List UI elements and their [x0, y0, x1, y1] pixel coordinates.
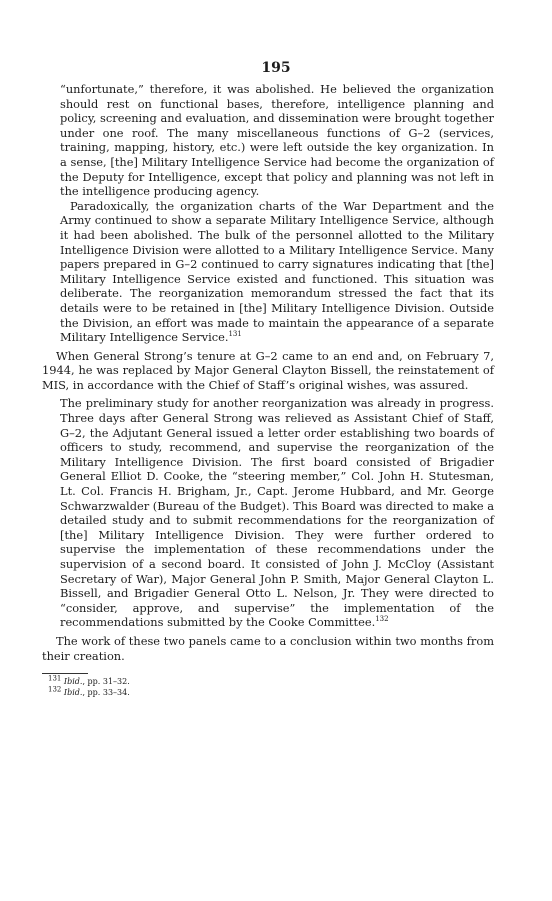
footnote-pages: , pp. 33–34.: [82, 687, 130, 697]
footnote-pages: , pp. 31–32.: [82, 677, 130, 687]
quote-text: Paradoxically, the organization charts of the War Department and the Army continued to show a separate Military Intelligence Service, although it had been abolished. The bulk of the personnel allotted to the Military Intelligence Division were allotted to a Military Intelligence Service. Many papers prepared in G–2 continued to carry signatures indicating that [the] Military Intelligence Service existed and functioned. This situation was deliberate. The reorganization memorandum stressed the fact that its details were to be retained in [the] Military Intelligence Division. Outside the Division, an effort was made to maintain the appearance of a separate Military Intelligence Service.: [60, 198, 494, 345]
quote-paragraph: [60, 396, 494, 630]
footnote-source: Ibid.: [63, 677, 83, 687]
footnote-ref: 131: [228, 330, 242, 339]
footnote-number: 131: [48, 674, 62, 683]
block-quote: [60, 396, 494, 630]
footnote-ref: 132: [375, 615, 389, 624]
quote-paragraph: [60, 82, 494, 199]
quote-text: “unfortunate,” therefore, it was abolished. He believed the organization should rest on functional bases, therefore, intelligence planning and policy, screening and evaluation, and dissemination were brought together under one roof. The many miscellaneous functions of G–2 (services, training, mapping, history, etc.) were left outside the key organization. In a sense, [the] Military Intelligence Service had become the organization of the Deputy for Intelligence, except that policy and planning was not left in the intelligence producing agency.: [60, 82, 494, 199]
body-paragraph: The work of these two panels came to a conclusion within two months from their creation.: [42, 633, 494, 663]
quote-text: The preliminary study for another reorganization was already in progress. Three days after General Strong was relieved as Assistant Chief of Staff, G–2, the Adjutant General issued a letter order establishing two boards of officers to study, recommend, and supervise the reorganization of the Military Intelligence Division. The first board consisted of Brigadier General Elliot D. Cooke, the “steering member,” Col. John H. Stutesman, Lt. Col. Francis H. Brigham, Jr., Capt. Jerome Hubbard, and Mr. George Schwarzwalder (Bureau of the Budget). This Board was directed to make a detailed study and to submit recommendations for the reorganization of [the] Military Intelligence Division. They were further ordered to supervise the implementation of these recommendations under the supervision of a second board. It consisted of John J. McCloy (Assistant Secretary of War), Major General John P. Smith, Major General Clayton L. Bissell, and Brigadier General Otto L. Nelson, Jr. They were directed to “consider, approve, and supervise” the implementation of the recommendations submitted by the Cooke Committee.: [60, 396, 494, 630]
page-number: 195: [261, 60, 291, 76]
footnote: [48, 674, 494, 688]
footnote-source: Ibid.: [63, 687, 83, 697]
text-body: [42, 82, 494, 698]
quote-paragraph: [60, 199, 494, 345]
block-quote: [60, 82, 494, 345]
footnote: [48, 685, 494, 699]
body-paragraph: When General Strong’s tenure at G–2 came to an end and, on February 7, 1944, he was replaced by Major General Clayton Bissell, the reinstatement of MIS, in accordance with the Chief of Staff’s original wishes, was assured.: [42, 348, 494, 392]
footnote-number: 132: [48, 685, 62, 693]
